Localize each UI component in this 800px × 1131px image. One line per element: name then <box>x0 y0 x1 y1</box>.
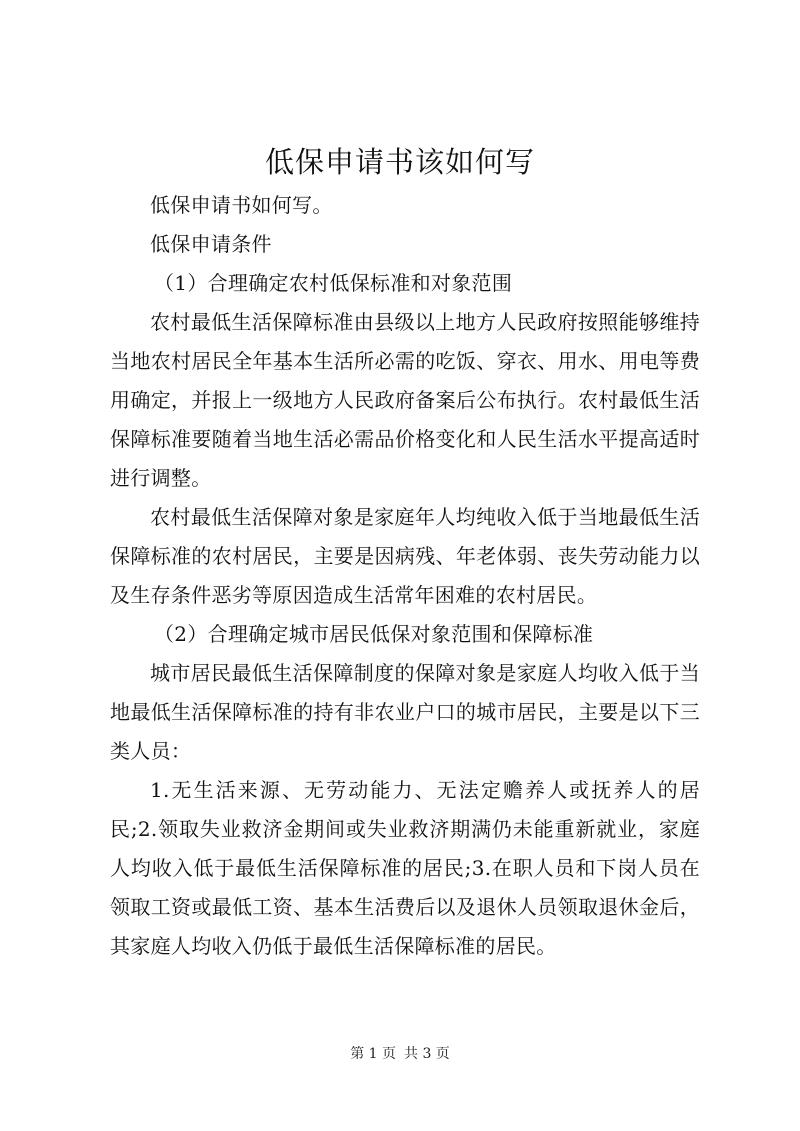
paragraph-rural-target: 农村最低生活保障对象是家庭年人均纯收入低于当地最低生活保障标准的农村居民，主要是因病残、年老体弱、丧失劳动能力以及生存条件恶劣等原因造成生活常年困难的农村居民。 <box>110 505 700 607</box>
page-footer <box>0 1044 800 1064</box>
paragraph-rural-standard: 农村最低生活保障标准由县级以上地方人民政府按照能够维持当地农村居民全年基本生活所必需的吃饭、穿衣、用水、用电等费用确定，并报上一级地方人民政府备案后公布执行。农村最低生活保障标准要随着当地生活必需品价格变化和人民生活水平提高适时进行调整。 <box>110 310 700 490</box>
document-title: 低保申请书该如何写 <box>264 145 535 179</box>
paragraph-urban-target: 城市居民最低生活保障制度的保障对象是家庭人均收入低于当地最低生活保障标准的持有非农业户口的城市居民，主要是以下三类人员： <box>110 661 700 763</box>
paragraph-urban-heading: （2）合理确定城市居民低保对象范围和保障标准 <box>154 622 594 646</box>
paragraph-rural-heading: （1）合理确定农村低保标准和对象范围 <box>154 271 513 295</box>
document-body <box>110 186 700 966</box>
paragraph-intro: 低保申请书如何写。 <box>150 193 333 217</box>
paragraph-urban-categories: 1.无生活来源、无劳动能力、无法定赡养人或抚养人的居民;2.领取失业救济金期间或失业救济期满仍未能重新就业，家庭人均收入低于最低生活保障标准的居民;3.在职人员和下岗人员在领取工资或最低工资、基本生活费后以及退休人员领取退休金后，其家庭人均收入仍低于最低生活保障标准的居民。 <box>110 778 700 958</box>
paragraph-conditions-heading: 低保申请条件 <box>150 232 272 256</box>
page-number: 第 1 页 <box>350 1046 396 1062</box>
page-total: 共 3 页 <box>404 1046 450 1062</box>
